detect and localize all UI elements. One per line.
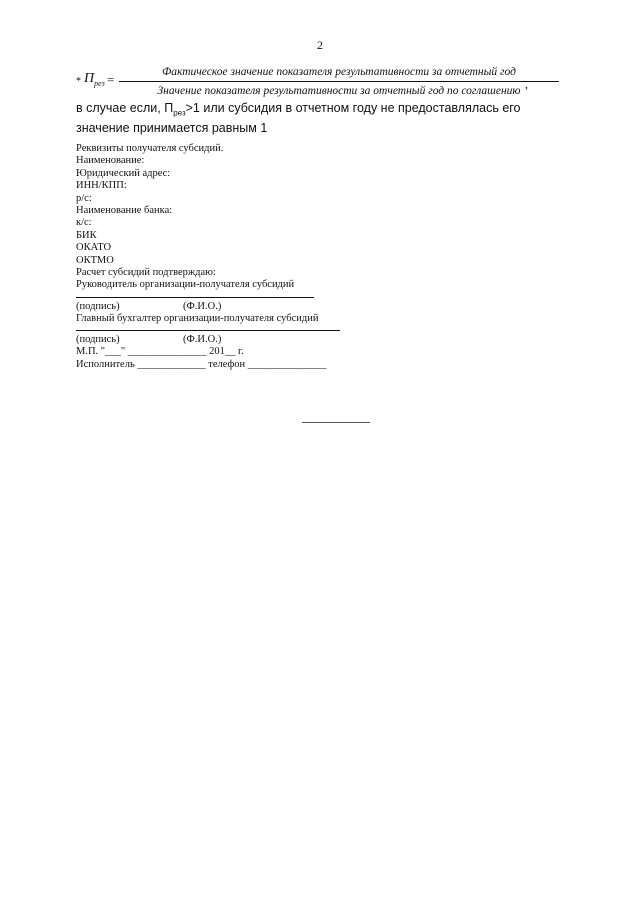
details-heading: Реквизиты получателя субсидий. <box>76 143 224 154</box>
head-title: Руководитель организации-получателя субсидий <box>76 279 295 291</box>
formula-symbol: П <box>84 71 95 86</box>
field-bik: БИК <box>76 229 97 241</box>
field-account: р/с: <box>76 192 92 204</box>
field-name: Наименование: <box>76 155 145 167</box>
field-oktmo: ОКТМО <box>76 254 114 266</box>
accountant-title: Главный бухгалтер организации-получателя субсидий <box>76 312 319 324</box>
accountant-signature-label: (подпись) <box>76 334 120 346</box>
end-of-page-rule <box>302 422 370 423</box>
note-text-2: >1 или субсидия в отчетном году не предоставлялась его значение принимается равным 1 <box>76 101 521 135</box>
stamp-date-line: М.П. "___" _______________ 201__ г. <box>76 346 244 358</box>
field-legal-address: Юридический адрес: <box>76 167 171 179</box>
fraction-bar <box>119 81 559 82</box>
field-bank-name: Наименование банка: <box>76 205 173 217</box>
head-signature-labels <box>76 301 340 313</box>
recipient-details-block <box>76 143 340 371</box>
page-number: 2 <box>317 38 323 52</box>
accountant-fio-label: (Ф.И.О.) <box>183 334 222 346</box>
head-signature-line <box>76 297 314 298</box>
formula-note <box>76 101 576 135</box>
field-okato: ОКАТО <box>76 242 112 254</box>
confirmation-text: Расчет субсидий подтверждаю: <box>76 267 216 279</box>
field-corr-account: к/с: <box>76 217 92 229</box>
formula-numerator: Фактическое значение показателя результативности за отчетный год <box>162 66 516 78</box>
formula-lhs <box>84 71 105 88</box>
formula-fraction <box>119 64 559 99</box>
head-signature-label: (подпись) <box>76 300 120 312</box>
note-subscript: рез <box>173 108 186 118</box>
accountant-signature-line <box>76 330 340 331</box>
result-indicator-formula <box>76 64 536 100</box>
field-inn-kpp: ИНН/КПП: <box>76 180 127 192</box>
accountant-signature-labels <box>76 334 340 346</box>
formula-subscript: рез <box>94 78 105 88</box>
formula-comma: , <box>525 77 528 91</box>
head-fio-label: (Ф.И.О.) <box>183 300 222 312</box>
note-text-1: в случае если, П <box>76 101 174 115</box>
formula-equals: = <box>107 72 115 87</box>
formula-denominator: Значение показателя результативности за отчетный год по соглашению <box>157 85 521 97</box>
executor-phone-line: Исполнитель _____________ телефон _______________ <box>76 358 327 370</box>
footnote-star: * <box>76 76 81 87</box>
